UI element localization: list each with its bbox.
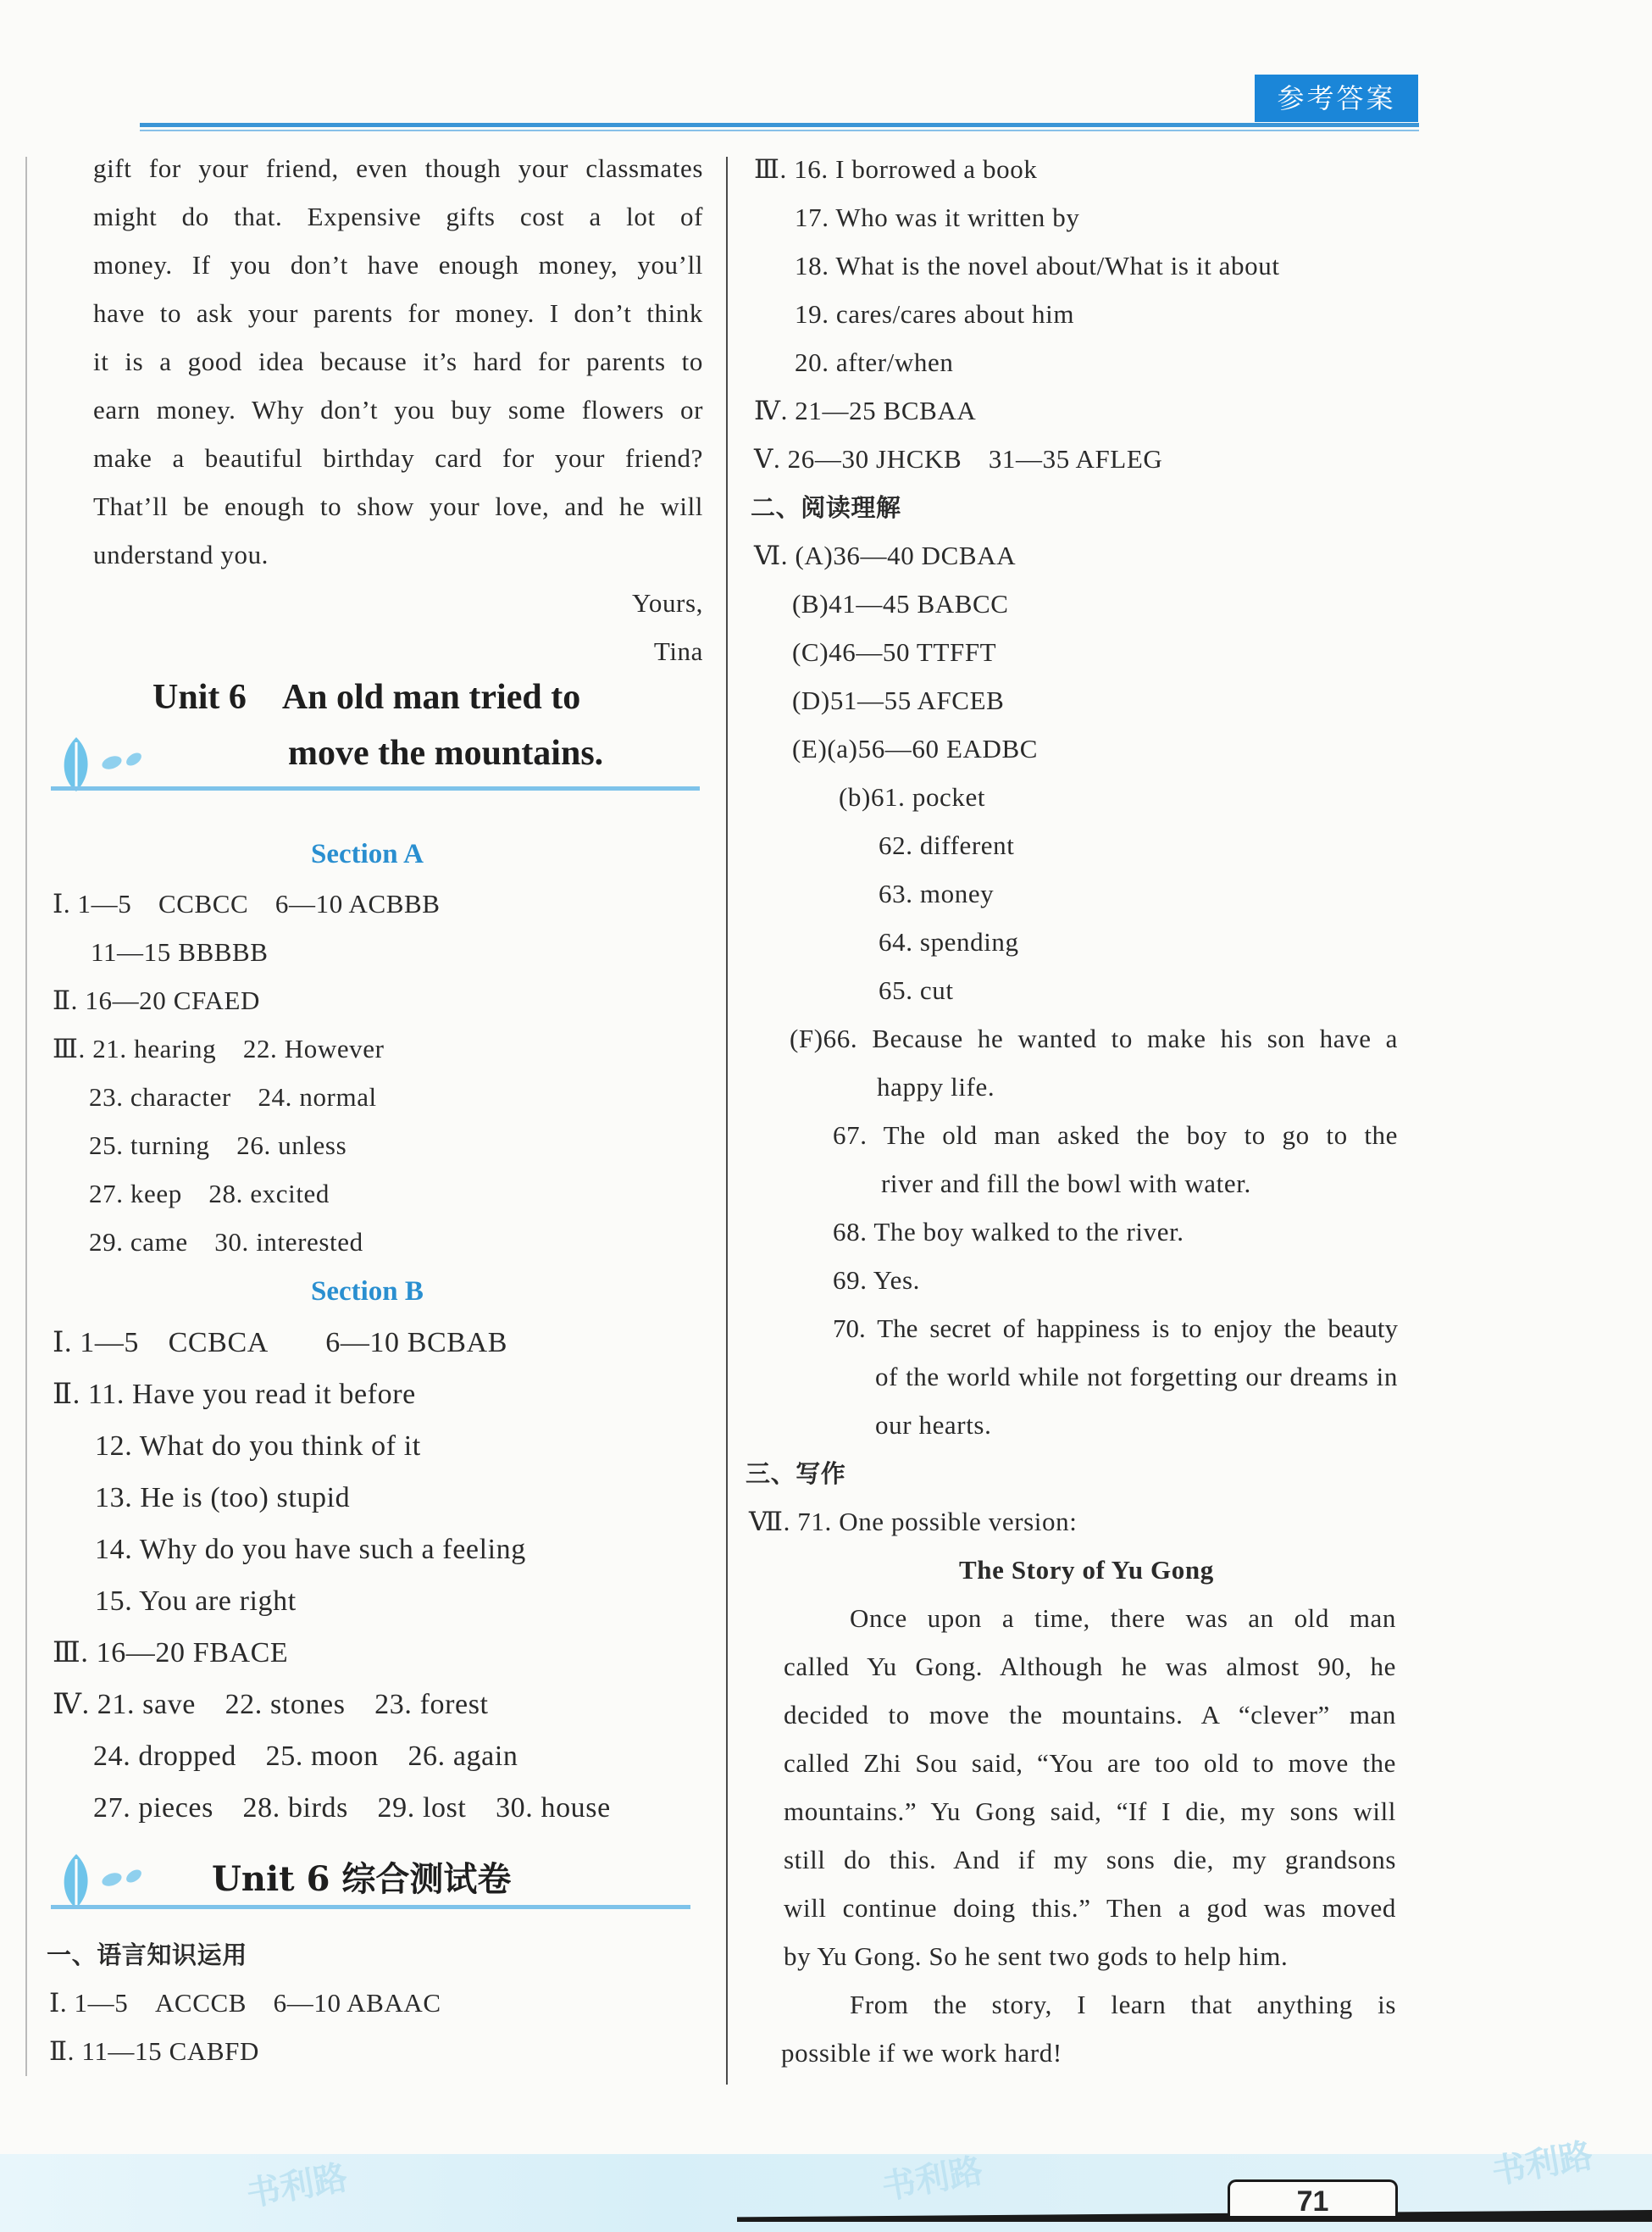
answer-line: 67. The old man asked the boy to go to the: [833, 1120, 1398, 1150]
header-rule: [140, 123, 1419, 127]
answer-key-tag: 参考答案: [1255, 75, 1418, 122]
essay-title: The Story of Yu Gong: [959, 1555, 1214, 1585]
header-rule-thin: [140, 130, 1419, 131]
answer-line: 12. What do you think of it: [95, 1430, 421, 1462]
watermark: 书利路: [879, 2151, 986, 2208]
answer-line: Ⅰ. 1—5 CCBCA 6—10 BCBAB: [53, 1327, 507, 1358]
answer-line: 64. spending: [879, 927, 1019, 957]
letter-line: it is a good idea because it’s hard for parents to: [93, 347, 703, 376]
essay-line: mountains.” Yu Gong said, “If I die, my sons will: [784, 1796, 1396, 1826]
test-title-underline: [51, 1905, 690, 1909]
answer-line: (b)61. pocket: [839, 782, 986, 812]
answer-line: 29. came 30. interested: [89, 1227, 363, 1257]
answer-line: 27. keep 28. excited: [89, 1179, 330, 1208]
answer-line: Ⅰ. 1—5 CCBCC 6—10 ACBBB: [53, 889, 441, 919]
letter-signature: Tina: [653, 636, 703, 666]
letter-line: might do that. Expensive gifts cost a lot of: [93, 202, 703, 231]
answer-line: 70. The secret of happiness is to enjoy the beauty: [833, 1313, 1398, 1343]
answer-line: 25. turning 26. unless: [89, 1130, 347, 1160]
answer-line: our hearts.: [875, 1410, 992, 1440]
section-a-heading: Section A: [311, 839, 424, 869]
part3-heading: 三、写作: [746, 1459, 846, 1488]
answer-line: Ⅱ. 11. Have you read it before: [53, 1379, 416, 1410]
essay-line: called Zhi Sou said, “You are too old to move the: [784, 1748, 1396, 1778]
answer-line: 69. Yes.: [833, 1265, 921, 1295]
answer-line: Ⅱ. 16—20 CFAED: [53, 986, 261, 1015]
letter-line: have to ask your parents for money. I don’t think: [93, 298, 703, 328]
essay-line: possible if we work hard!: [781, 2038, 1062, 2068]
essay-line: Once upon a time, there was an old man: [850, 1603, 1396, 1633]
answer-line: 27. pieces 28. birds 29. lost 30. house: [93, 1792, 611, 1824]
leaf-icon: [51, 1847, 152, 1913]
letter-line: earn money. Why don’t you buy some flowers or: [93, 395, 703, 425]
answer-line: 14. Why do you have such a feeling: [95, 1534, 526, 1565]
answer-line: 15. You are right: [95, 1585, 297, 1617]
answer-line: Ⅱ. 11—15 CABFD: [49, 2036, 259, 2066]
answer-line: 68. The boy walked to the river.: [833, 1217, 1184, 1246]
answer-line: (F)66. Because he wanted to make his son have a: [790, 1024, 1398, 1053]
essay-line: decided to move the mountains. A “clever” man: [784, 1700, 1396, 1730]
letter-line: money. If you don’t have enough money, you’ll: [93, 250, 703, 280]
answer-line: 13. He is (too) stupid: [95, 1482, 351, 1513]
answer-line: Ⅵ. (A)36—40 DCBAA: [754, 541, 1017, 570]
unit-title-line2: move the mountains.: [288, 734, 604, 773]
column-divider: [726, 157, 728, 2085]
essay-line: called Yu Gong. Although he was almost 90, he: [784, 1652, 1396, 1681]
answer-line: 63. money: [879, 879, 995, 908]
answer-line: happy life.: [877, 1072, 995, 1102]
essay-line: still do this. And if my sons die, my grandsons: [784, 1845, 1396, 1874]
answer-line: (D)51—55 AFCEB: [792, 686, 1005, 715]
page-left-edge: [25, 157, 27, 2076]
answer-line: 17. Who was it written by: [795, 203, 1080, 232]
answer-line: Ⅳ. 21. save 22. stones 23. forest: [53, 1689, 489, 1720]
answer-line: 11—15 BBBBB: [91, 937, 269, 967]
unit-title-line1: Unit 6 An old man tried to: [152, 678, 581, 717]
letter-line: That’ll be enough to show your love, and he will: [93, 491, 703, 521]
answer-line: of the world while not forgetting our dreams in: [875, 1362, 1398, 1391]
essay-line: From the story, I learn that anything is: [850, 1990, 1396, 2019]
answer-line: 24. dropped 25. moon 26. again: [93, 1741, 518, 1772]
answer-line: Ⅲ. 21. hearing 22. However: [53, 1034, 385, 1063]
answer-line: (B)41—45 BABCC: [792, 589, 1009, 619]
answer-line: Ⅰ. 1—5 ACCCB 6—10 ABAAC: [49, 1988, 441, 2018]
answer-line: Ⅴ. 26—30 JHCKB 31—35 AFLEG: [754, 444, 1163, 474]
letter-closing: Yours,: [631, 588, 703, 618]
answer-line: Ⅲ. 16. I borrowed a book: [754, 154, 1038, 184]
answer-line: river and fill the bowl with water.: [881, 1169, 1251, 1198]
answer-line: (C)46—50 TTFFT: [792, 637, 997, 667]
answer-line: (E)(a)56—60 EADBC: [792, 734, 1039, 763]
answer-line: 20. after/when: [795, 347, 954, 377]
answer-line: 19. cares/cares about him: [795, 299, 1075, 329]
watermark: 书利路: [243, 2157, 351, 2215]
unit-title-underline: [51, 786, 700, 791]
answer-line: 23. character 24. normal: [89, 1082, 377, 1112]
answer-line: 18. What is the novel about/What is it about: [795, 251, 1280, 280]
letter-line: make a beautiful birthday card for your friend?: [93, 443, 703, 473]
part1-heading: 一、语言知识运用: [47, 1941, 247, 1969]
essay-line: will continue doing this.” Then a god was moved: [784, 1893, 1396, 1923]
page-number: 71: [1228, 2179, 1398, 2216]
test-title: Unit 6 综合测试卷: [212, 1859, 512, 1899]
letter-line: gift for your friend, even though your classmates: [93, 153, 703, 183]
section-b-heading: Section B: [311, 1276, 424, 1307]
answer-line: Ⅲ. 16—20 FBACE: [53, 1637, 289, 1668]
watermark: 书利路: [1488, 2135, 1596, 2193]
answer-line: 62. different: [879, 830, 1015, 860]
letter-line: understand you.: [93, 540, 269, 569]
answer-line: Ⅳ. 21—25 BCBAA: [754, 396, 977, 425]
part2-heading: 二、阅读理解: [751, 493, 901, 522]
answer-line: Ⅶ. 71. One possible version:: [749, 1507, 1078, 1536]
essay-line: by Yu Gong. So he sent two gods to help him.: [784, 1941, 1289, 1971]
answer-line: 65. cut: [879, 975, 954, 1005]
